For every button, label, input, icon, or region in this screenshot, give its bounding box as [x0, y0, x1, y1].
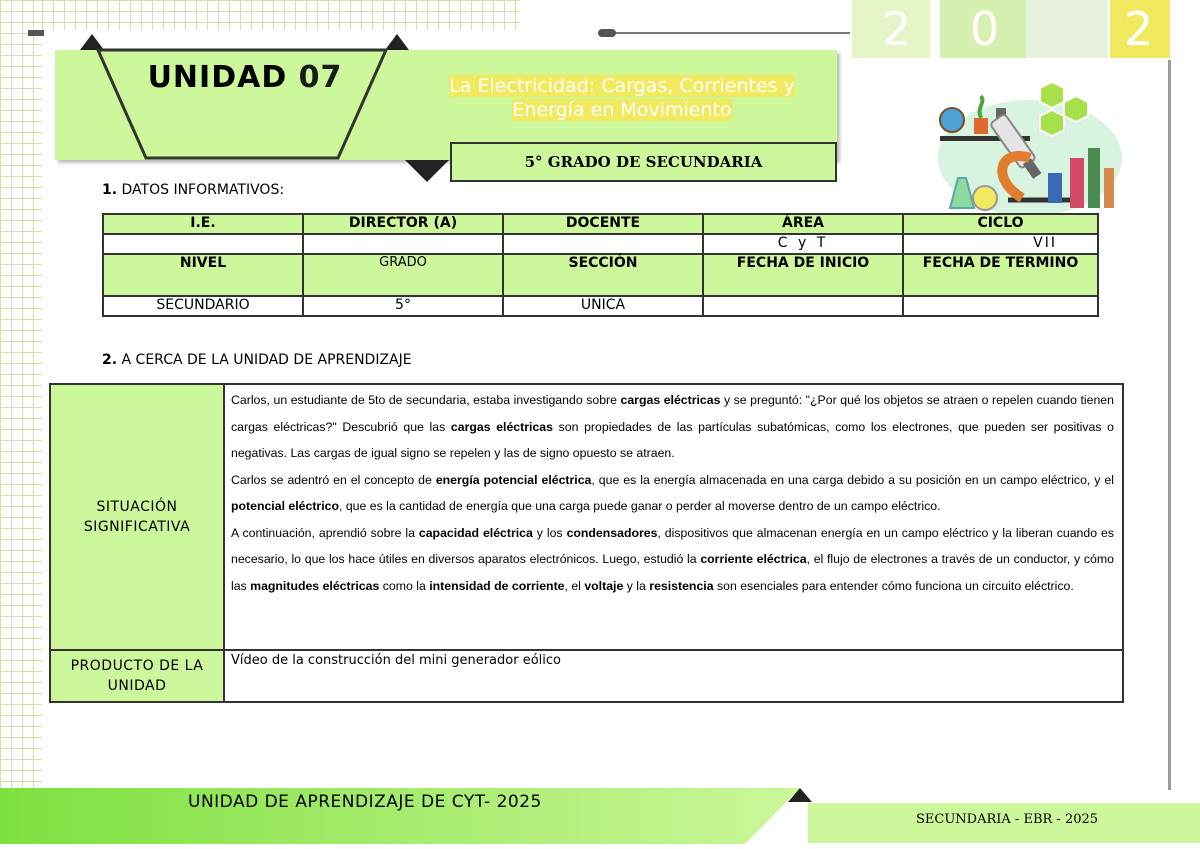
grade-label: 5° GRADO DE SECUNDARIA [450, 142, 837, 182]
grid-paper-top [42, 0, 520, 30]
footer-right-text: SECUNDARIA - EBR - 2025 [916, 812, 1099, 827]
text-run: A continuación, aprendió sobre la [231, 525, 419, 540]
section-2-title: A CERCA DE LA UNIDAD DE APRENDIZAJE [121, 352, 412, 368]
decorative-mark [28, 30, 44, 36]
bold-term: energía potencial eléctrica [435, 472, 592, 487]
value-nivel: SECUNDARIO [103, 296, 303, 316]
header-area: ÁREA [703, 214, 903, 234]
producto-label: PRODUCTO DE LA UNIDAD [50, 650, 224, 702]
text-run: , el [564, 578, 585, 593]
situacion-label: SITUACIÓN SIGNIFICATIVA [50, 384, 224, 650]
bold-term: condensadores [566, 525, 658, 540]
text-run: y los [532, 525, 567, 540]
year-digit-2: 0 [940, 0, 1028, 58]
text-run: son esenciales para entender cómo funciona un circuito eléctrico. [713, 578, 1074, 593]
footer-left-text: UNIDAD DE APRENDIZAJE DE CYT- 2025 [188, 792, 542, 812]
header-ciclo: CICLO [903, 214, 1098, 234]
year-digit-3 [1026, 0, 1108, 58]
section-2-heading [102, 352, 412, 368]
bold-term: potencial eléctrico [231, 499, 339, 513]
header-nivel: NIVEL [103, 254, 303, 296]
datos-informativos-table [102, 213, 1099, 317]
header-docente: DOCENTE [503, 214, 703, 234]
header-fecha-termino: FECHA DE TERMINO [903, 254, 1098, 296]
text-run: Carlos, un estudiante de 5to de secundaria, estaba investigando sobre [231, 393, 621, 407]
text-run: y la [623, 578, 650, 593]
science-lab-illustration [930, 78, 1130, 218]
triangle-decoration [405, 160, 449, 182]
situacion-paragraph-2 [231, 467, 1114, 520]
text-run: como la [379, 578, 430, 593]
decorative-dot [598, 29, 616, 37]
bold-term: cargas eléctricas [620, 393, 721, 407]
year-digit-4: 2 [1110, 0, 1170, 58]
situacion-text [224, 384, 1123, 650]
unit-label: UNIDAD [147, 60, 288, 95]
value-fecha-termino [903, 296, 1098, 316]
header-director: DIRECTOR (A) [303, 214, 503, 234]
text-run: , dispositivos que almacenan energía en un campo eléctrico y la liberan cuando es necesario, lo que los hace útiles en diversos aparatos electrónicos. Luego, estudió la [231, 525, 1115, 566]
section-1-title: DATOS INFORMATIVOS: [121, 182, 285, 198]
value-fecha-inicio [703, 296, 903, 316]
unit-number: 07 [298, 60, 343, 95]
grid-paper-left [0, 0, 42, 790]
value-grado: 5° [303, 296, 503, 316]
text-run: y se preguntó: "¿Por qué los objetos se atraen o repelen cuando tienen cargas eléctricas?" Descubrió que las [231, 393, 1114, 434]
header-ie: I.E. [103, 214, 303, 234]
text-run: , el flujo de electrones a través de un conductor, y cómo las [231, 552, 1114, 593]
bold-term: intensidad de corriente [429, 578, 565, 593]
text-run: , que es la cantidad de energía que una carga puede ganar o perder al moverse dentro de un campo eléctrico. [338, 499, 941, 513]
unidad-aprendizaje-table [49, 383, 1124, 703]
bold-term: resistencia [649, 578, 714, 593]
text-run: son propiedades de las partículas subatómicas, como los electrones, que pueden ser positivas o negativas. Las cargas de igual signo se repelen y las de signo opuesto se atraen. [231, 419, 1114, 460]
right-margin-rule [1168, 60, 1171, 790]
header-seccion: SECCIÓN [503, 254, 703, 296]
value-seccion: UNICA [503, 296, 703, 316]
value-ie [103, 234, 303, 254]
situacion-paragraph-1 [231, 387, 1114, 467]
situacion-paragraph-3 [231, 520, 1114, 600]
text-run: Carlos se adentró en el concepto de [231, 472, 436, 487]
value-director [303, 234, 503, 254]
section-1-heading [102, 182, 284, 198]
value-docente [503, 234, 703, 254]
unit-topic [408, 74, 836, 122]
decorative-line [600, 32, 850, 34]
topic-line-1: La Electricidad: Cargas, Corrientes y [449, 75, 795, 97]
bold-term: corriente eléctrica [700, 552, 807, 566]
bold-term: magnitudes eléctricas [250, 578, 380, 593]
section-2-number: 2. [102, 352, 118, 368]
bold-term: capacidad eléctrica [418, 525, 533, 540]
triangle-decoration [788, 788, 812, 802]
header-grado: GRADO [303, 254, 503, 296]
value-area: C y T [703, 234, 903, 254]
unit-title [140, 60, 350, 95]
section-1-number: 1. [102, 182, 118, 198]
value-ciclo: VII [903, 234, 1098, 254]
bold-term: voltaje [584, 578, 624, 593]
topic-line-2: Energía en Movimiento [512, 99, 732, 121]
producto-value: Vídeo de la construcción del mini generador eólico [224, 650, 1123, 702]
bold-term: cargas eléctricas [450, 419, 553, 434]
text-run: , que es la energía almacenada en una carga debido a su posición en un campo eléctrico, y el [591, 472, 1114, 487]
year-digit-1: 2 [852, 0, 930, 58]
header-fecha-inicio: FECHA DE INICIO [703, 254, 903, 296]
